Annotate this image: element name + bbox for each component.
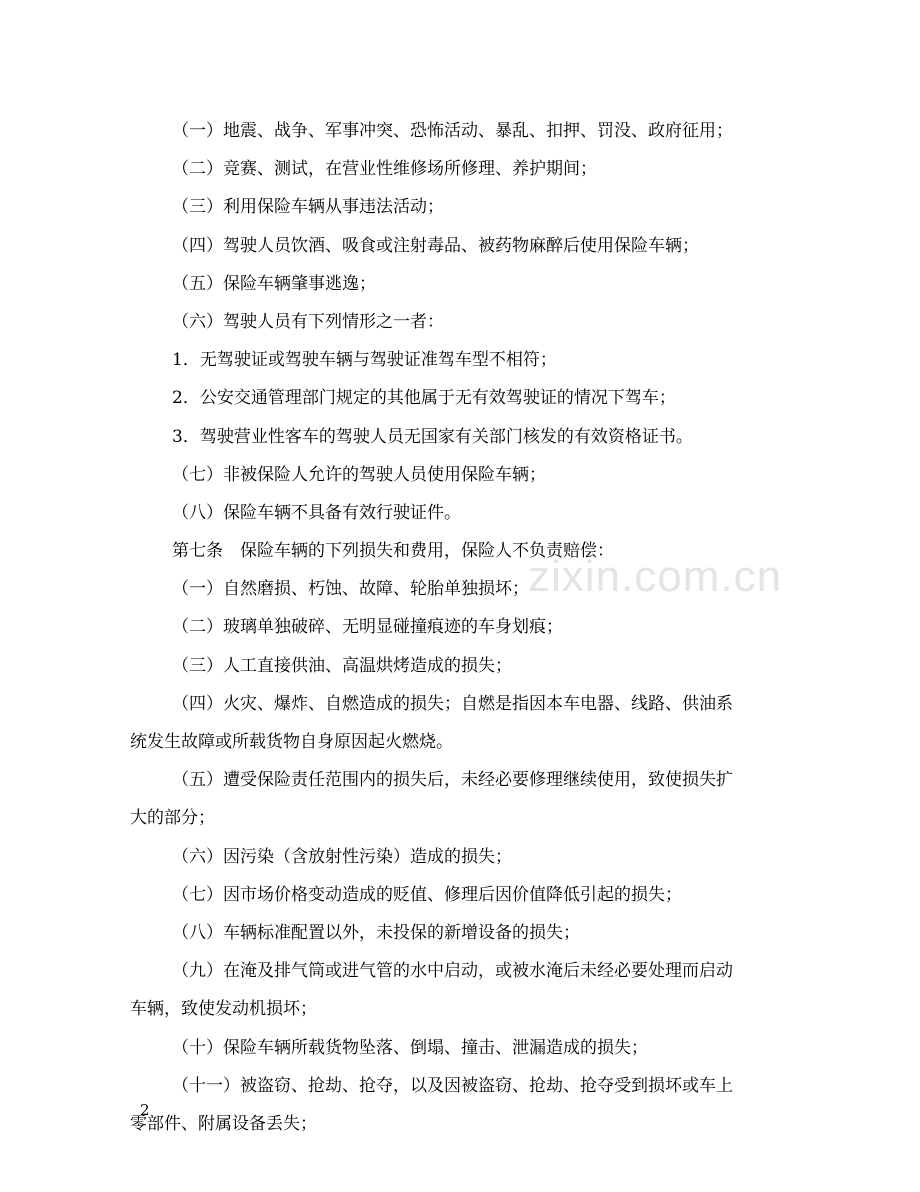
- exclusion-item-10: （十）保险车辆所载货物坠落、倒塌、撞击、泄漏造成的损失；: [172, 1037, 648, 1058]
- sub-item-3: 3．驾驶营业性客车的驾驶人员无国家有关部门核发的有效资格证书。: [172, 426, 693, 447]
- exclusion-item-2: （二）玻璃单独破碎、无明显碰撞痕迹的车身划痕；: [172, 617, 563, 638]
- exclusion-item-9-continued: 车辆，致使发动机损坏；: [130, 999, 317, 1020]
- article-heading: 第七条 保险车辆的下列损失和费用，保险人不负责赔偿：: [172, 541, 614, 562]
- clause-item-4: （四）驾驶人员饮酒、吸食或注射毒品、被药物麻醉后使用保险车辆；: [172, 235, 699, 256]
- page-number: 2: [140, 1101, 150, 1119]
- exclusion-item-6: （六）因污染（含放射性污染）造成的损失；: [172, 846, 512, 867]
- clause-item-7: （七）非被保险人允许的驾驶人员使用保险车辆；: [172, 464, 546, 485]
- clause-item-8: （八）保险车辆不具备有效行驶证件。: [172, 502, 461, 523]
- clause-item-3: （三）利用保险车辆从事违法活动；: [172, 197, 444, 218]
- exclusion-item-5-continued: 大的部分；: [130, 808, 215, 829]
- exclusion-item-11-continued: 零部件、附属设备丢失；: [130, 1113, 317, 1134]
- watermark-text: zixin.com.cn: [528, 552, 783, 601]
- sub-item-2: 2．公安交通管理部门规定的其他属于无有效驾驶证的情况下驾车；: [172, 388, 676, 409]
- clause-item-5: （五）保险车辆肇事逃逸；: [172, 273, 376, 294]
- clause-item-6: （六）驾驶人员有下列情形之一者：: [172, 311, 444, 332]
- sub-item-1: 1．无驾驶证或驾驶车辆与驾驶证准驾车型不相符；: [172, 350, 557, 371]
- exclusion-item-11: （十一）被盗窃、抢劫、抢夺，以及因被盗窃、抢劫、抢夺受到损坏或车上: [172, 1075, 733, 1096]
- exclusion-item-5: （五）遭受保险责任范围内的损失后，未经必要修理继续使用，致使损失扩: [172, 770, 733, 791]
- exclusion-item-3: （三）人工直接供油、高温烘烤造成的损失；: [172, 655, 512, 676]
- exclusion-item-7: （七）因市场价格变动造成的贬值、修理后因价值降低引起的损失；: [172, 884, 682, 905]
- exclusion-item-1: （一）自然磨损、朽蚀、故障、轮胎单独损坏；: [172, 579, 529, 600]
- clause-item-1: （一）地震、战争、军事冲突、恐怖活动、暴乱、扣押、罚没、政府征用；: [172, 121, 733, 141]
- exclusion-item-8: （八）车辆标准配置以外，未投保的新增设备的损失；: [172, 922, 580, 943]
- clause-item-2: （二）竞赛、测试，在营业性维修场所修理、养护期间；: [172, 159, 597, 180]
- exclusion-item-9: （九）在淹及排气筒或进气管的水中启动，或被水淹后未经必要处理而启动: [172, 961, 733, 982]
- document-body: [130, 112, 776, 1143]
- exclusion-item-4-continued: 统发生故障或所载货物自身原因起火燃烧。: [130, 732, 453, 752]
- exclusion-item-4: （四）火灾、爆炸、自燃造成的损失；自燃是指因本车电器、线路、供油系: [172, 693, 733, 714]
